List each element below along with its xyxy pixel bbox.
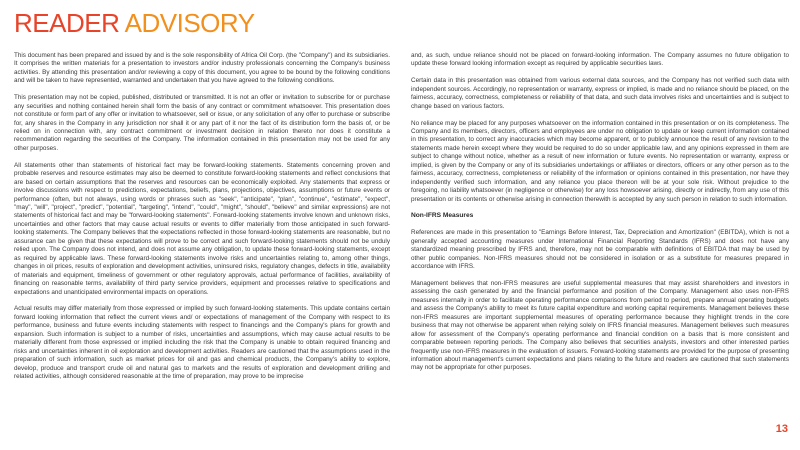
page-title xyxy=(14,10,255,36)
page-number: 13 xyxy=(775,423,788,435)
left-column xyxy=(14,52,390,390)
paragraph: Actual results may differ materially from those expressed or implied by such forward-looking statements. This update contains certain forward looking information that reflect the current views and/ or expectations of management of the Company with respect to its performance, business and future events including statements with respect to financings and the Company's plans for growth and expansion. Such information is subject to a number of risks, uncertainties and assumptions, which may cause actual results to be materially different from those expressed or implied including the risk that the Company is unable to obtain required financing and risks and uncertainties inherent in oil exploration and development activities. Readers are cautioned that the assumptions used in the preparation of such information, such as market prices for oil and gas and chemical products, the Company's ability to explore, develop, produce and transport crude oil and natural gas to markets and the results of exploration and development drilling and related activities, although considered reasonable at the time of preparation, may prove to be imprecise xyxy=(14,305,390,381)
title-word-advisory: ADVISORY xyxy=(124,8,255,38)
paragraph: No reliance may be placed for any purposes whatsoever on the information contained in this presentation or on its completeness. The Company and its members, directors, officers and employees are under no obligation to update or keep current information contained in this presentation, to correct any inaccuracies which may become apparent, or to publicly announce the result of any revision to the statements made herein except where they would be required to do so under applicable law, and any opinions expressed in them are subject to change without notice, whether as a result of new information or future events. No representation or warranty, express or implied, is given by the Company or any of its subsidiaries undertakings or affiliates or directors, officers or any other person as to the fairness, accuracy, correctness, completeness or reliability of the information or opinions contained in this presentation, nor have they independently verified such information, and any reliance you place thereon will be at your sole risk. Without prejudice to the foregoing, no liability whatsoever (in negligence or otherwise) for any loss howsoever arising, directly or indirectly, from any use of this presentation or its contents or otherwise arising in connection therewith is accepted by any such person in relation to such information. xyxy=(411,119,789,203)
paragraph: References are made in this presentation to "Earnings Before Interest, Tax, Depreciation and Amortization" (EBITDA), which is not a generally accepted accounting measures under International Financial Reporting Standards (IFRS) and does not have any standardized meaning prescribed by IFRS and, therefore, may not be comparable with definitions of EBITDA that may be used by other public companies. Non-IFRS measures should not be considered in isolation or as a substitute for measures prepared in accordance with IFRS. xyxy=(411,229,789,271)
paragraph: This presentation may not be copied, published, distributed or transmitted. It is not an offer or invitation to subscribe for or purchase any securities and nothing contained herein shall form the basis of any contract or commitment whatsoever. This presentation does not constitute or form part of any offer or invitation to whatsoever, sell or issue, or any solicitation of any offer to purchase or subscribe for, any shares in the Company in any jurisdiction nor shall it or any part of it nor the fact of its distribution form the basis of, or be relied on in connection with, any contract commitment or investment decision in relation thereto nor does it constitute a recommendation regarding the securities of the Company. The information contained in this presentation may not be used for any other purposes. xyxy=(14,94,390,152)
paragraph: Certain data in this presentation was obtained from various external data sources, and the Company has not verified such data with independent sources. Accordingly, no representation or warranty, express or implied, is made and no reliance should be placed, on the fairness, accuracy, correctness, completeness or reliability of that data, and such data involves risks and uncertainties and is subject to change based on various factors. xyxy=(411,77,789,110)
title-word-reader: READER xyxy=(14,8,120,38)
paragraph: This document has been prepared and issued by and is the sole responsibility of Africa Oil Corp. (the "Company") and its subsidiaries. It comprises the written materials for a presentation to investors and/or industry professionals concerning the Company's business activities. By attending this presentation and/or reviewing a copy of this document, you agree to be bound by the following conditions and will be taken to have represented, warranted and undertaken that you have agreed to the following conditions. xyxy=(14,52,390,85)
paragraph: and, as such, undue reliance should not be placed on forward-looking information. The Company assumes no future obligation to update these forward looking information except as required by applicable securities laws. xyxy=(411,52,789,68)
paragraph: All statements other than statements of historical fact may be forward-looking statements. Statements concerning proven and probable reserves and resource estimates may also be deemed to constitute forward-looking statements and reflect conclusions that are based on certain assumptions that the reserves and resources can be economically exploited. Any statements that express or involve discussions with respect to predictions, expectations, beliefs, plans, projections, objectives, assumptions or future events or performance (often, but not always, using words or phrases such as "seek", "anticipate", "plan", "continue", "estimate", "expect", "may", "will", "project", "predict", "potential", "targeting", "intend", "could", "might", "should", "believe" and similar expressions) are not statements of historical fact and may be "forward-looking statements". Forward-looking statements involve known and unknown risks, uncertainties and other factors that may cause actual results or events to differ materially from those anticipated in such forward-looking statements. The Company believes that the expectations reflected in those forward-looking statements are reasonable, but no assurance can be given that these expectations will prove to be correct and such forward-looking statements should not be unduly relied upon. The Company does not intend, and does not assume any obligation, to update these forward-looking statements, except as required by applicable laws. These forward-looking statements involve risks and uncertainties relating to, among other things, changes in oil prices, results of exploration and development activities, uninsured risks, regulatory changes, defects in title, availability of materials and equipment, timeliness of government or other regulatory approvals, actual performance of facilities, availability of financing on reasonable terms, availability of third party service providers, equipment and processes relative to specifications and expectations and unanticipated environmental impacts on operations. xyxy=(14,161,390,296)
right-column xyxy=(411,52,789,381)
paragraph: Management believes that non-IFRS measures are useful supplemental measures that may assist shareholders and investors in assessing the cash generated by and the financial performance and position of the Company. Management also uses non-IFRS measures internally in order to facilitate operating performance comparisons from period to period, prepare annual operating budgets and assess the Company's ability to meet its future capital expenditure and working capital requirements. Management believes these non-IFRS measures are important supplemental measures of operating performance because they highlight trends in the core business that may not otherwise be apparent when relying solely on IFRS financial measures. Management believes such measures allow for assessment of the Company's operating performance and financial condition on a basis that is more consistent and comparable between reporting periods. The Company also believes that securities analysts, investors and other interested parties frequently use non-IFRS measures in the evaluation of issuers. Forward-looking statements are provided for the purpose of presenting information about management's current expectations and plans relating to the future and readers are cautioned that such statements may not be appropriate for other purposes. xyxy=(411,279,789,372)
section-heading-non-ifrs: Non-IFRS Measures xyxy=(411,212,474,220)
